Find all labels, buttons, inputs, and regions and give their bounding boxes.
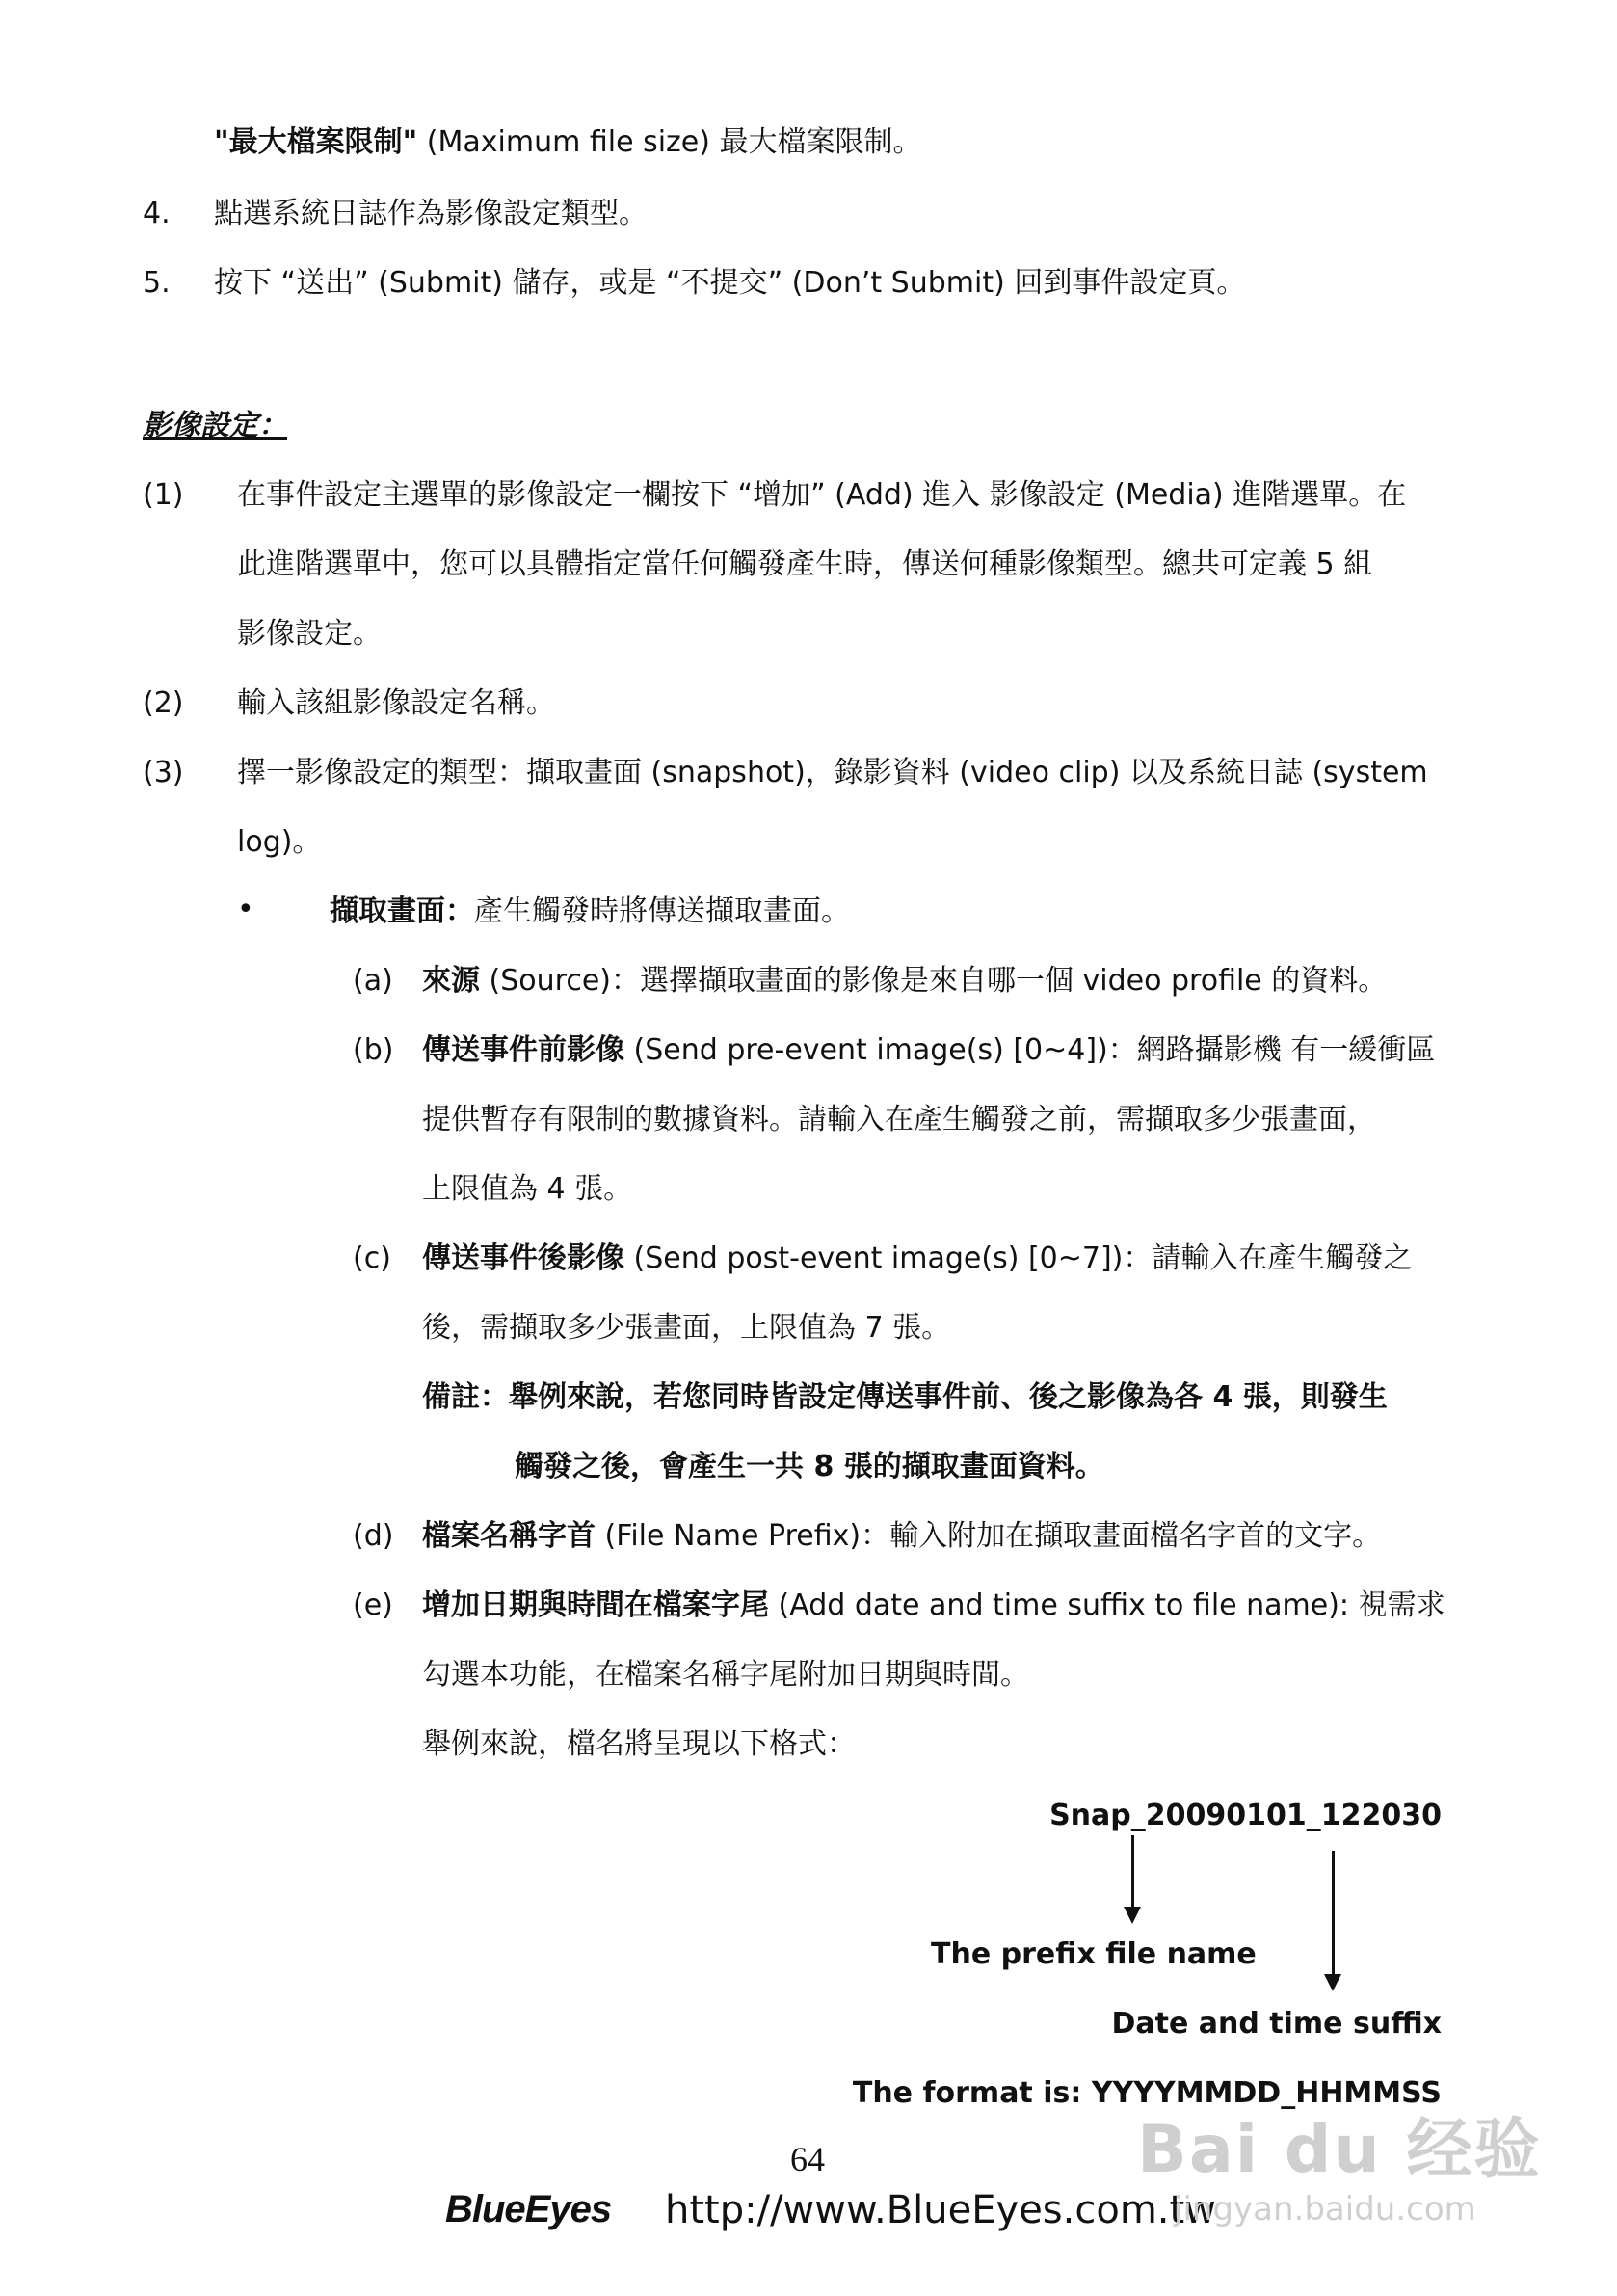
paragraph-text: 擇一影像設定的類型：擷取畫面 (snapshot)，錄影資料 (video clip) 以及系統日誌 (system — [237, 756, 1428, 789]
note-text: 備註：舉例來說，若您同時皆設定傳送事件前、後之影像為各 4 張，則發生 — [422, 1380, 1388, 1414]
paragraph-text: 在事件設定主選單的影像設定一欄按下 “增加” (Add) 進入 影像設定 (Media) 進階選單。在 — [237, 478, 1407, 512]
paragraph-text: 輸入該組影像設定名稱。 — [237, 686, 555, 720]
section-heading: 影像設定： — [143, 409, 287, 442]
sub-item-term: 增加日期與時間在檔案字尾 — [422, 1589, 769, 1622]
suffix-label: Date and time suffix — [1111, 2007, 1442, 2041]
example-filename: Snap_20090101_122030 — [1049, 1799, 1442, 1832]
prefix-arrow-head — [1124, 1907, 1141, 1924]
page-number: 64 — [790, 2140, 825, 2178]
sub-item-text: 勾選本功能，在檔案名稱字尾附加日期與時間。 — [422, 1658, 1029, 1692]
watermark-url: jingyan.baidu.com — [1174, 2190, 1476, 2229]
sub-item-text — [422, 1587, 1445, 1625]
paragraph-text: 影像設定。 — [237, 617, 382, 651]
prefix-arrow-line — [1131, 1835, 1134, 1909]
sub-item-text: 提供暫存有限制的數據資料。請輸入在產生觸發之前，需擷取多少張畫面， — [422, 1103, 1376, 1136]
max-file-size-term: "最大檔案限制" — [214, 125, 418, 159]
sub-item-number: (c) — [353, 1241, 391, 1275]
sub-item-desc: (Send pre-event image(s) [0~4])：網路攝影機 有一緩衝區 — [624, 1033, 1436, 1067]
paragraph-number: (1) — [143, 478, 184, 512]
footer-url[interactable]: http://www.BlueEyes.com.tw — [665, 2188, 1216, 2232]
paragraph-text: log)。 — [237, 825, 322, 859]
sub-item-text: 上限值為 4 張。 — [422, 1172, 633, 1206]
suffix-arrow-head — [1324, 1974, 1341, 1991]
max-file-size-line — [214, 123, 922, 162]
sub-item-term: 傳送事件後影像 — [422, 1241, 624, 1275]
sub-item-number: (a) — [353, 964, 393, 998]
snapshot-desc: 產生觸發時將傳送擷取畫面。 — [474, 894, 850, 928]
sub-item-term: 檔案名稱字首 — [422, 1519, 596, 1553]
step-number: 4. — [143, 197, 171, 230]
paragraph-number: (3) — [143, 756, 184, 789]
sub-item-number: (b) — [353, 1033, 394, 1067]
snapshot-line — [330, 893, 850, 931]
sub-item-desc: (Source)：選擇擷取畫面的影像是來自哪一個 video profile 的資料。 — [480, 964, 1388, 998]
note-text: 觸發之後，會產生一共 8 張的擷取畫面資料。 — [515, 1450, 1104, 1483]
step-text: 點選系統日誌作為影像設定類型。 — [214, 197, 648, 230]
snapshot-term: 擷取畫面： — [330, 894, 474, 928]
format-label: The format is: YYYYMMDD_HHMMSS — [852, 2076, 1442, 2110]
sub-item-text — [422, 1517, 1381, 1556]
sub-item-number: (d) — [353, 1519, 394, 1553]
sub-item-text — [422, 1031, 1435, 1070]
step-number: 5. — [143, 266, 171, 300]
sub-item-text — [422, 1240, 1412, 1278]
suffix-arrow-line — [1332, 1851, 1335, 1976]
sub-item-desc: (Send post-event image(s) [0~7])：請輸入在產生觸發之 — [624, 1241, 1413, 1275]
max-file-size-desc: (Maximum file size) 最大檔案限制。 — [417, 125, 922, 159]
sub-item-desc: (Add date and time suffix to file name): 視需求 — [769, 1589, 1445, 1622]
paragraph-text: 此進階選單中，您可以具體指定當任何觸發產生時，傳送何種影像類型。總共可定義 5 組 — [237, 547, 1373, 581]
bullet-mark: • — [237, 893, 254, 926]
sub-item-term: 來源 — [422, 964, 480, 998]
sub-item-text: 後，需擷取多少張畫面，上限值為 7 張。 — [422, 1311, 951, 1345]
watermark-logo: Bai du 经验 — [1137, 2112, 1542, 2188]
sub-item-term: 傳送事件前影像 — [422, 1033, 624, 1067]
step-text: 按下 “送出” (Submit) 儲存，或是 “不提交” (Don’t Submit) 回到事件設定頁。 — [214, 266, 1246, 300]
prefix-label: The prefix file name — [931, 1937, 1257, 1971]
paragraph-number: (2) — [143, 686, 184, 720]
sub-item-number: (e) — [353, 1589, 393, 1622]
sub-item-text — [422, 962, 1387, 1001]
brand-logo: BlueEyes — [445, 2188, 612, 2230]
sub-item-desc: (File Name Prefix)：輸入附加在擷取畫面檔名字首的文字。 — [596, 1519, 1382, 1553]
sub-item-text: 舉例來說，檔名將呈現以下格式： — [422, 1727, 856, 1761]
